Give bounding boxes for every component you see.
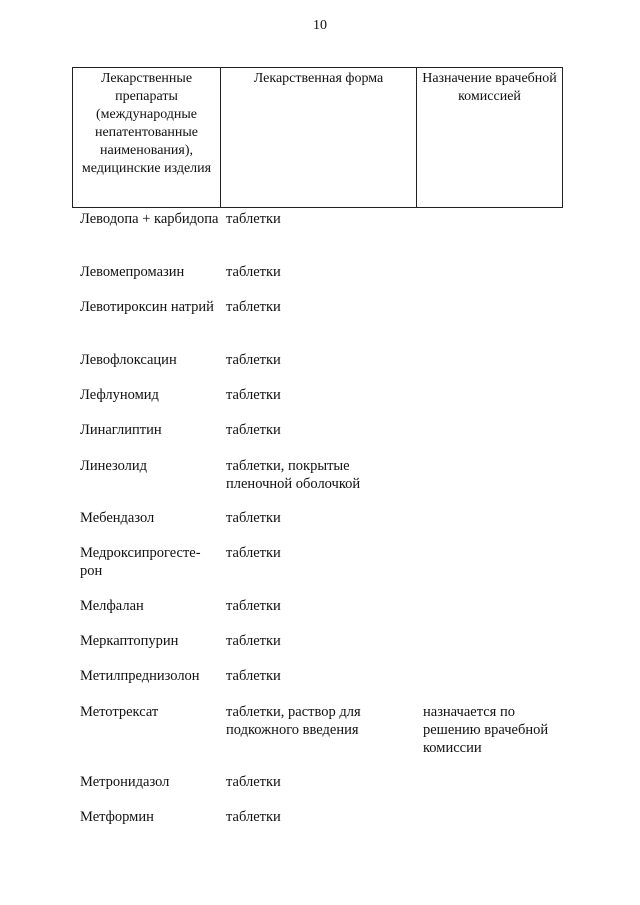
drug-name: Лефлуномид	[80, 387, 159, 403]
drug-form: таблетки	[226, 264, 281, 280]
drug-name: Мебендазол	[80, 510, 155, 526]
table-header	[72, 67, 563, 208]
drug-name: Левофлоксацин	[80, 352, 177, 368]
drug-form: таблетки	[226, 211, 281, 227]
header-drug: Лекарственные препараты (международные непатентованные наименования), медицинские изделия	[73, 68, 221, 207]
drug-name: Линезолид	[80, 458, 148, 474]
drug-form: таблетки	[226, 809, 281, 825]
drug-form: таблетки, покрытые пленочной оболочкой	[226, 458, 361, 492]
drug-form: таблетки	[226, 598, 281, 614]
drug-name: Меркаптопурин	[80, 633, 179, 649]
header-commission: Назначение врачебной комиссией	[422, 71, 557, 104]
drug-name: Метронидазол	[80, 774, 170, 790]
drug-name: Линаглиптин	[80, 422, 162, 438]
drug-form: таблетки	[226, 510, 281, 526]
drug-form: таблетки	[226, 774, 281, 790]
drug-name: Мелфалан	[80, 598, 144, 614]
drug-form: таблетки	[226, 633, 281, 649]
commission-note: назначается по решению врачебной комиссии	[423, 704, 549, 756]
drug-name: Медроксипрогесте-рон	[80, 545, 201, 579]
drug-form: таблетки	[226, 668, 281, 684]
page-number: 10	[313, 18, 327, 33]
drug-name: Метформин	[80, 809, 154, 825]
drug-form: таблетки	[226, 387, 281, 403]
header-form: Лекарственная форма	[221, 68, 417, 207]
drug-form: таблетки	[226, 299, 281, 315]
drug-name: Левомепромазин	[80, 264, 185, 280]
drug-form: таблетки	[226, 352, 281, 368]
drug-form: таблетки	[226, 545, 281, 561]
drug-name: Метотрексат	[80, 704, 159, 720]
drug-name: Левотироксин натрий	[80, 299, 214, 315]
drug-form: таблетки	[226, 422, 281, 438]
drug-name: Леводопа + карбидопа	[80, 211, 219, 227]
drug-form: таблетки, раствор для подкожного введения	[226, 704, 361, 738]
drug-name: Метилпреднизолон	[80, 668, 200, 684]
